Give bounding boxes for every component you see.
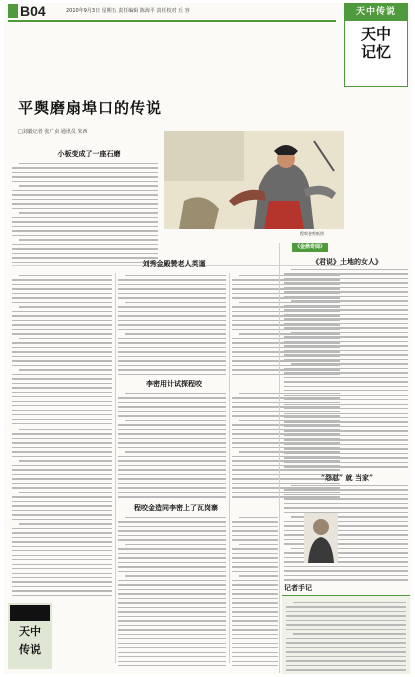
right-column-title: 《君说》土地的女人》 — [312, 257, 382, 266]
masthead-top: 天中传说 — [345, 4, 407, 21]
column-2-mid-text — [118, 393, 226, 501]
header-rule — [8, 20, 336, 22]
illustration-painting — [164, 131, 344, 229]
right-column-subhead: “怨怼” 就 当家” — [321, 473, 373, 482]
masthead-title-line1: 天中 — [360, 25, 391, 43]
right-column-text — [284, 269, 408, 469]
column-1-upper-text — [12, 163, 158, 263]
article-byline: □刘毅记者 张广贞 通讯员 朱西 — [18, 129, 88, 135]
legend-word-2: 传说 — [19, 643, 41, 656]
column-rule-3 — [279, 243, 280, 673]
subhead-4: 程咬金造同李密上了瓦岗寨 — [134, 503, 218, 512]
masthead-box — [344, 3, 408, 87]
column-1-mid-text — [12, 275, 112, 425]
subhead-2: 刘秀金殿赞老人英谨 — [142, 259, 206, 268]
page-meta: 2010年9月3日 星期五 责任编辑 陈海平 责任校对 丘 容 — [66, 8, 190, 14]
right-column-lower-text — [284, 485, 408, 581]
elder-photo — [304, 513, 338, 563]
legend-logo-band — [10, 605, 50, 621]
right-column-tag: 《金鼎奇闻》 — [292, 243, 328, 252]
column-1-lower-text — [12, 429, 112, 599]
reporter-notes-title: 记者手记 — [284, 583, 312, 592]
newspaper-page — [4, 3, 411, 674]
section-marker — [8, 4, 18, 18]
column-3-lower-text — [232, 517, 278, 667]
subhead-3: 李密用计试探程咬 — [146, 379, 202, 388]
article-headline: 平舆磨扇埠口的传说 — [18, 99, 163, 117]
painting-caption: 程咬金剪纸图 — [300, 231, 324, 236]
legend-word-1: 天中 — [19, 625, 41, 638]
page-number: B04 — [20, 3, 46, 19]
reporter-notes-box — [282, 595, 410, 674]
column-rule-2 — [229, 273, 230, 663]
subhead-1: 小板变成了一座石磨 — [57, 149, 121, 158]
column-2-upper-text — [118, 275, 226, 375]
legend-logo-box — [8, 603, 52, 669]
column-2-lower-text — [118, 517, 226, 667]
masthead-title-line2: 记忆 — [360, 43, 391, 61]
column-rule-1 — [115, 273, 116, 663]
